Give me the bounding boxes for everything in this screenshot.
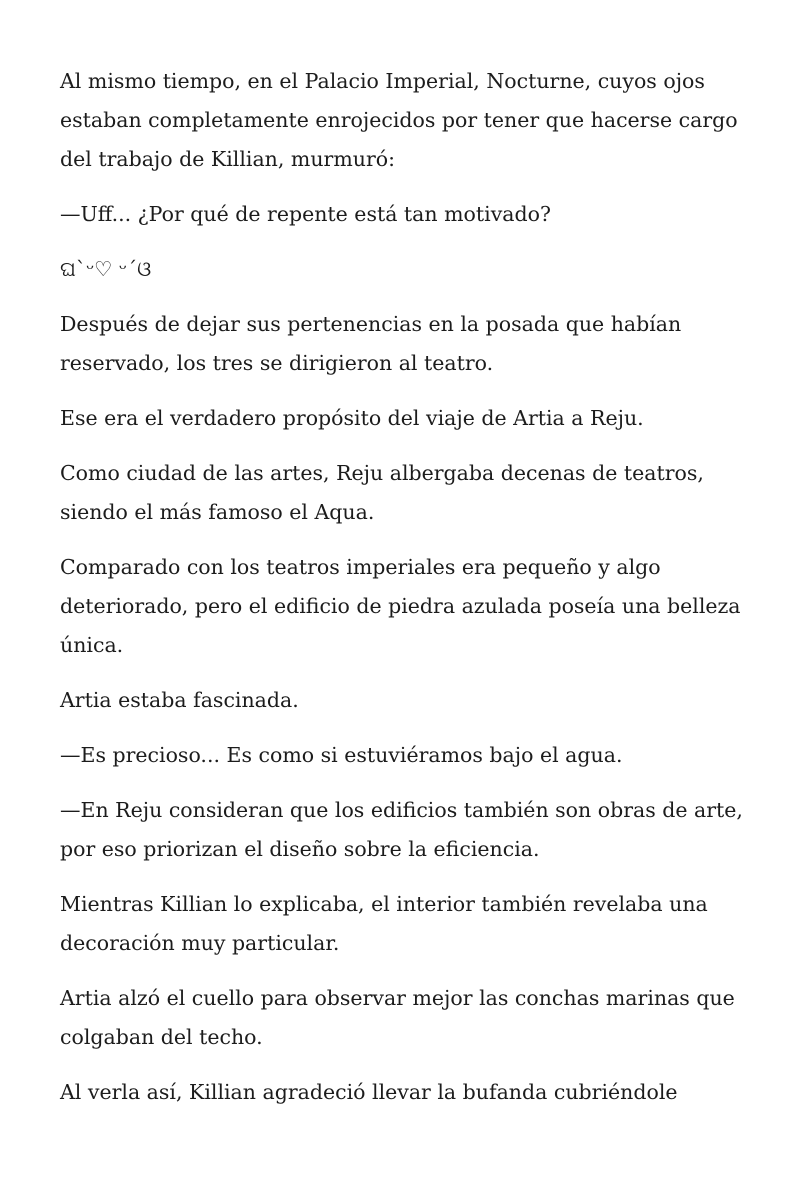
paragraph-1: Al mismo tiempo, en el Palacio Imperial, Nocturne, cuyos ojos estaban completamente enrojecidos por tener que hacerse cargo del trabajo de Killian, murmuró: — [60, 69, 738, 171]
reading-page — [60, 62, 750, 1128]
paragraph-11: Artia alzó el cuello para observar mejor las conchas marinas que colgaban del techo. — [60, 986, 735, 1049]
paragraph-6: Comparado con los teatros imperiales era pequeño y algo deteriorado, pero el edificio de piedra azulada poseía una belleza única. — [60, 555, 741, 657]
paragraph-7: Artia estaba fascinada. — [60, 688, 299, 712]
paragraph-10: Mientras Killian lo explicaba, el interior también revelaba una decoración muy particular. — [60, 892, 708, 955]
paragraph-5: Como ciudad de las artes, Reju albergaba decenas de teatros, siendo el más famoso el Aqua. — [60, 461, 704, 524]
paragraph-3: Después de dejar sus pertenencias en la posada que habían reservado, los tres se dirigieron al teatro. — [60, 312, 682, 375]
paragraph-8: —Es precioso... Es como si estuviéramos bajo el agua. — [60, 743, 623, 767]
paragraph-9: —En Reju consideran que los edificios también son obras de arte, por eso priorizan el diseño sobre la eficiencia. — [60, 798, 743, 861]
paragraph-12: Al verla así, Killian agradeció llevar la bufanda cubriéndole — [60, 1080, 678, 1104]
paragraph-2: —Uff... ¿Por qué de repente está tan motivado? — [60, 202, 551, 226]
section-divider-emoticon: ଘ`ᵕ♡ ᵕ´ଓ — [60, 257, 152, 281]
paragraph-4: Ese era el verdadero propósito del viaje de Artia a Reju. — [60, 406, 644, 430]
